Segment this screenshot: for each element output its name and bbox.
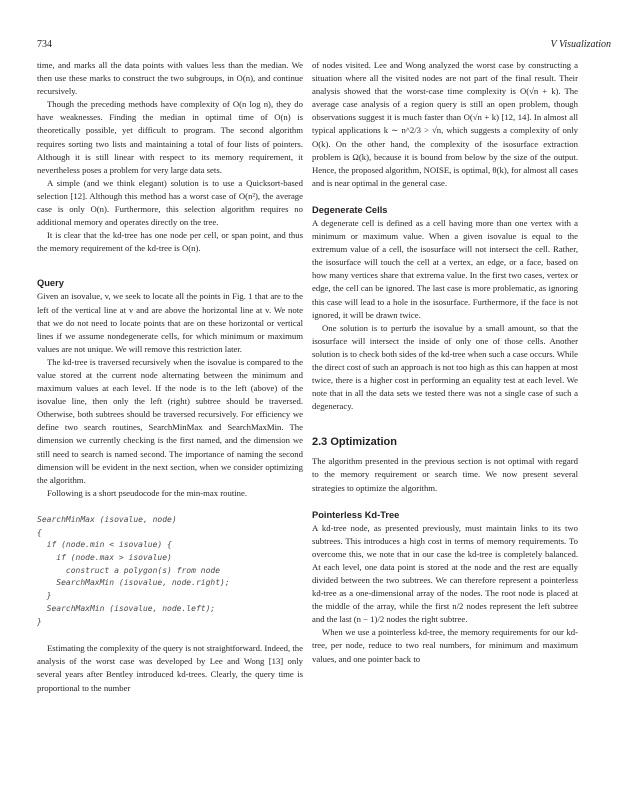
code-line: }: [37, 616, 42, 626]
section-heading-degenerate-cells: Degenerate Cells: [312, 204, 388, 215]
paragraph: A simple (and we think elegant) solution is to use a Quicksort-based selection [12]. Although this method has a worst case of O(n²), the average case is only O(n). Furthermore, this selection algorithm requires no additional memory and operates directly on the tree.: [37, 177, 303, 228]
paragraph: A kd-tree node, as presented previously, must maintain links to its two subtrees. This introduces a high cost in terms of memory requirements. To overcome this, we note that in our case the kd-tree is completely balanced. At each level, one data point is stored at the node and the rest are equally divided between the two subtrees. We can therefore represent a pointerless kd-tree as a one-dimensional array of the nodes. The root node is placed at the middle of the array, while the first n/2 nodes represent the left subtree and the last (n − 1)/2 nodes the right subtree.: [312, 522, 578, 625]
paragraph: Given an isovalue, v, we seek to locate all the points in Fig. 1 that are to the left of the vertical line at v and are above the horizontal line at v. We note that we do not need to locate points that are on these horizontal or vertical lines if we assume nondegenerate cells, for which minimum or maximum values are not unique. We will remove this restriction later.: [37, 291, 303, 354]
code-line: if (node.min < isovalue) {: [37, 540, 172, 550]
page-number: 734: [37, 39, 52, 50]
paragraph: Estimating the complexity of the query is not straightforward. Indeed, the analysis of the worst case was developed by Lee and Wong [13] only several years after Bentley introduced kd-trees. Clearly, the query time is proportional to the number: [37, 643, 303, 693]
pseudocode-block: [37, 514, 303, 628]
right-column: [312, 59, 578, 666]
section-heading-pointerless-kd-tree: Pointerless Kd-Tree: [312, 509, 400, 520]
paragraph: Though the preceding methods have complexity of O(n log n), they do have weaknesses. Finding the median in optimal time of O(n) is theoretically possible, yet difficult to program. The second algorithm requires sorting two lists and maintaining a total of four lists of pointers. Although it is still linear with respect to its memory requirement, it nevertheless poses a problem for very large data sets.: [37, 99, 303, 175]
code-line: {: [37, 527, 42, 537]
code-line: SearchMinMax (isovalue, node): [37, 514, 177, 524]
section-heading-optimization: 2.3 Optimization: [312, 436, 397, 449]
code-line: }: [37, 591, 52, 601]
paragraph: One solution is to perturb the isovalue by a small amount, so that the isosurface will intersect the inside of only one of those cells. Another solution is to check both sides of the kd-tree when such a case occurs. While the direct cost of such an approach is not too high as this can happen at most twice, there is a higher cost in performing an equality test at each level. We note that in all the data sets we tested there was not a single case of such a degeneracy.: [312, 322, 578, 412]
code-line: construct a polygon(s) from node: [37, 565, 221, 575]
paragraph: The algorithm presented in the previous section is not optimal with regard to the memory requirement or search time. We now present several strategies to optimize the algorithm.: [312, 456, 578, 493]
code-line: if (node.max > isovalue): [37, 553, 172, 563]
code-line: SearchMaxMin (isovalue, node.right);: [37, 578, 230, 588]
code-line: SearchMaxMin (isovalue, node.left);: [37, 603, 216, 613]
paragraph: When we use a pointerless kd-tree, the memory requirements for our kd-tree, per node, reduce to two real numbers, for minimum and maximum values, and one pointer back to: [312, 627, 578, 664]
paragraph: Following is a short pseudocode for the min-max routine.: [47, 487, 248, 498]
running-header: V Visualization: [550, 39, 611, 50]
paragraph: A degenerate cell is defined as a cell having more than one vertex with a minimum or maximum value. When a given isovalue is equal to the extremum value of a cell, the isosurface will not intersect the cell. Rather, the isosurface will touch the cell at a vertex, an edge, or a face, based on how many vertices share that extrema value. In the first two cases, vertex or edge, the cell can be ignored. The last case is more problematic, as ignoring this case will lead to a hole in the isosurface. Furthermore, if the face is not ignored, it will be drawn twice.: [312, 217, 578, 320]
paragraph: The kd-tree is traversed recursively when the isovalue is compared to the value stored at the current node alternating between the minimum and maximum values at each level. If the node is to the left (above) of the isovalue line, then only the left (right) subtree should be traversed. Otherwise, both subtrees should be traversed recursively. For efficiency we define two search routines, SearchMinMax and SearchMaxMin. The dimension we currently checking is the first named, and the dimension we still need to search is named second. The importance of naming the second dimension will be evident in the next section, when we consider optimizing the algorithm.: [37, 356, 303, 485]
paragraph: of nodes visited. Lee and Wong analyzed the worst case by constructing a situation where all the visited nodes are not part of the final result. Their analysis showed that the worst-case time complexity is O(√n + k). The average case analysis of a region query is still an open problem, though observations suggest it is much faster than O(√n + k) [12, 14]. In almost all typical applications k ∼ n^2/3 > √n, which suggests a complexity of only O(k). On the other hand, the complexity of the isosurface extraction problem is Ω(k), because it is bound from below by the size of the output. Hence, the proposed algorithm, NOISE, is optimal, θ(k), for almost all cases and is near optimal in the general case.: [312, 60, 578, 188]
paragraph: It is clear that the kd-tree has one node per cell, or span point, and thus the memory requirement of the kd-tree is O(n).: [37, 230, 303, 254]
section-heading-query: Query: [37, 278, 64, 289]
left-column: [37, 59, 303, 695]
paragraph: time, and marks all the data points with values less than the median. We then use these marks to construct the two subgroups, in O(n), and continue recursively.: [37, 60, 303, 97]
